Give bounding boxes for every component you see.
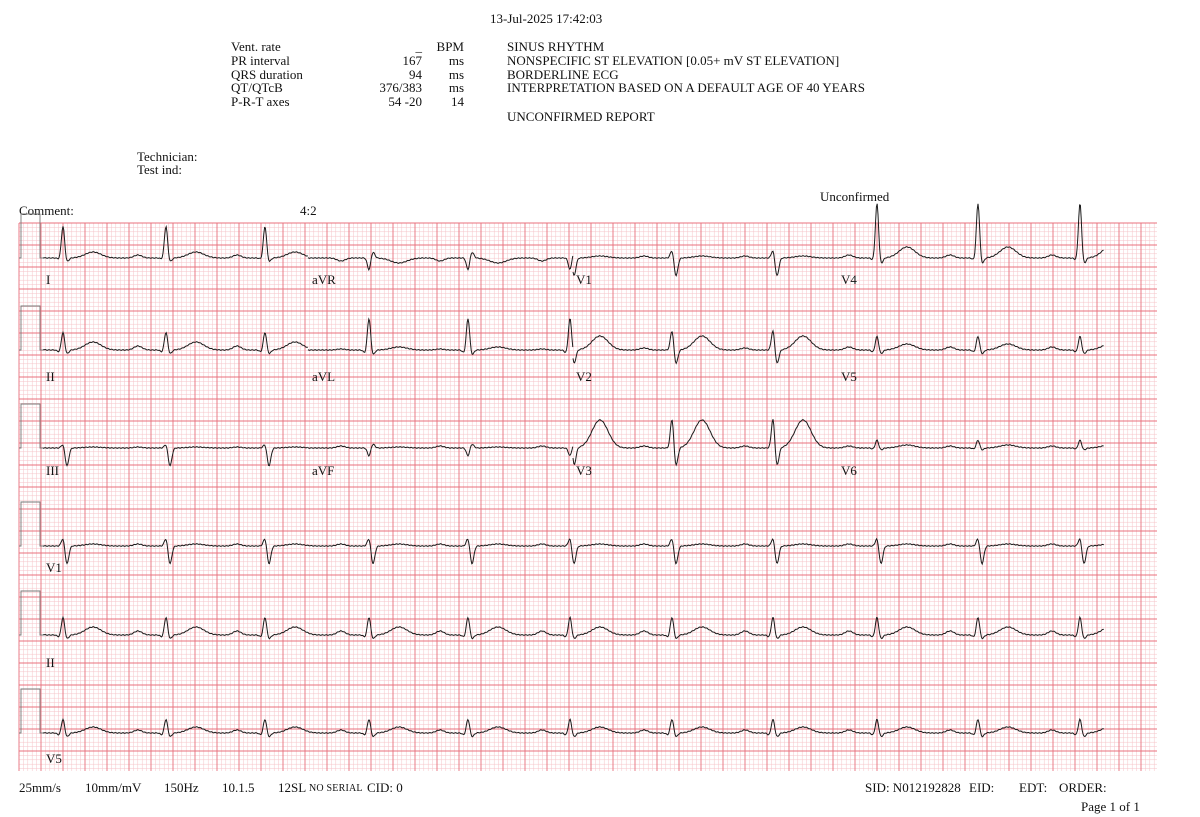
rhythm-label-v5: V5	[46, 751, 62, 766]
measurement-value: 376/383	[379, 80, 422, 95]
lead-label-v6: V6	[841, 463, 857, 478]
measurement-value: 94	[409, 67, 422, 82]
measurement-unit: ms	[448, 80, 464, 95]
minor-grid-lines	[19, 223, 1157, 771]
footer-gain: 10mm/mV	[85, 780, 142, 795]
calibration-pulse	[19, 689, 43, 733]
footer-cid: CID: 0	[367, 780, 403, 795]
footer-eid: EID:	[969, 780, 995, 795]
trace-v6	[838, 440, 1104, 450]
footer-page: Page 1 of 1	[1081, 799, 1140, 814]
footer-speed: 25mm/s	[19, 780, 61, 795]
lead-label-v2: V2	[576, 369, 592, 384]
footer-sid: SID: N012192828	[865, 780, 961, 795]
trace-avf	[308, 444, 573, 456]
rhythm-label-ii: II	[46, 655, 55, 670]
calibration-pulse	[19, 591, 43, 635]
unconfirmed-label: Unconfirmed	[820, 189, 890, 204]
footer-edt: EDT:	[1019, 780, 1048, 795]
technician-label: Technician:	[137, 149, 198, 164]
rhythm-label-v1: V1	[46, 560, 62, 575]
footer-version: 10.1.5	[222, 780, 255, 795]
test-ind-label: Test ind:	[137, 162, 182, 177]
lead-label-avf: aVF	[312, 463, 335, 478]
measurement-unit: ms	[448, 67, 464, 82]
comment-label: Comment:	[19, 203, 74, 218]
measurement-value: 167	[402, 53, 422, 68]
measurement-unit: BPM	[436, 39, 464, 54]
measurement-value: 54 -20	[388, 94, 422, 109]
lead-label-v3: V3	[576, 463, 592, 478]
measurement-unit: 14	[451, 94, 464, 109]
footer-serial: NO SERIAL	[309, 783, 363, 794]
lead-label-iii: III	[46, 463, 59, 478]
lead-label-v1: V1	[576, 272, 592, 287]
interpretation-line: INTERPRETATION BASED ON A DEFAULT AGE OF 40 YEARS	[507, 80, 865, 95]
measurement-label: Vent. rate	[231, 39, 281, 54]
interpretation-line: BORDERLINE ECG	[507, 67, 619, 82]
major-grid-lines	[19, 223, 1157, 771]
report-status: UNCONFIRMED REPORT	[507, 109, 655, 124]
lead-label-v5: V5	[841, 369, 857, 384]
calibration-pulse	[19, 306, 43, 350]
trace-v5	[838, 336, 1104, 353]
measurement-unit: ms	[448, 53, 464, 68]
measurement-label: QRS duration	[231, 67, 303, 82]
calibration-pulses	[19, 214, 43, 733]
measurement-label: P-R-T axes	[231, 94, 290, 109]
footer-order: ORDER:	[1059, 780, 1107, 795]
lead-label-avr: aVR	[312, 272, 336, 287]
datetime: 13-Jul-2025 17:42:03	[490, 11, 603, 26]
footer-filter: 150Hz	[164, 780, 199, 795]
footer-device: 12SL	[278, 780, 307, 795]
trace-iii	[43, 445, 308, 466]
calibration-pulse	[19, 404, 43, 448]
interpretation-line: SINUS RHYTHM	[507, 39, 605, 54]
measurement-value: _	[415, 39, 422, 54]
lead-label-avl: aVL	[312, 369, 336, 384]
measurement-label: QT/QTcB	[231, 80, 283, 95]
interpretation-line: NONSPECIFIC ST ELEVATION [0.05+ mV ST ELEVATION]	[507, 53, 840, 68]
lead-label-i: I	[46, 272, 51, 287]
layout-code: 4:2	[300, 203, 317, 218]
measurement-label: PR interval	[231, 53, 290, 68]
lead-label-ii: II	[46, 369, 55, 384]
lead-label-v4: V4	[841, 272, 857, 287]
